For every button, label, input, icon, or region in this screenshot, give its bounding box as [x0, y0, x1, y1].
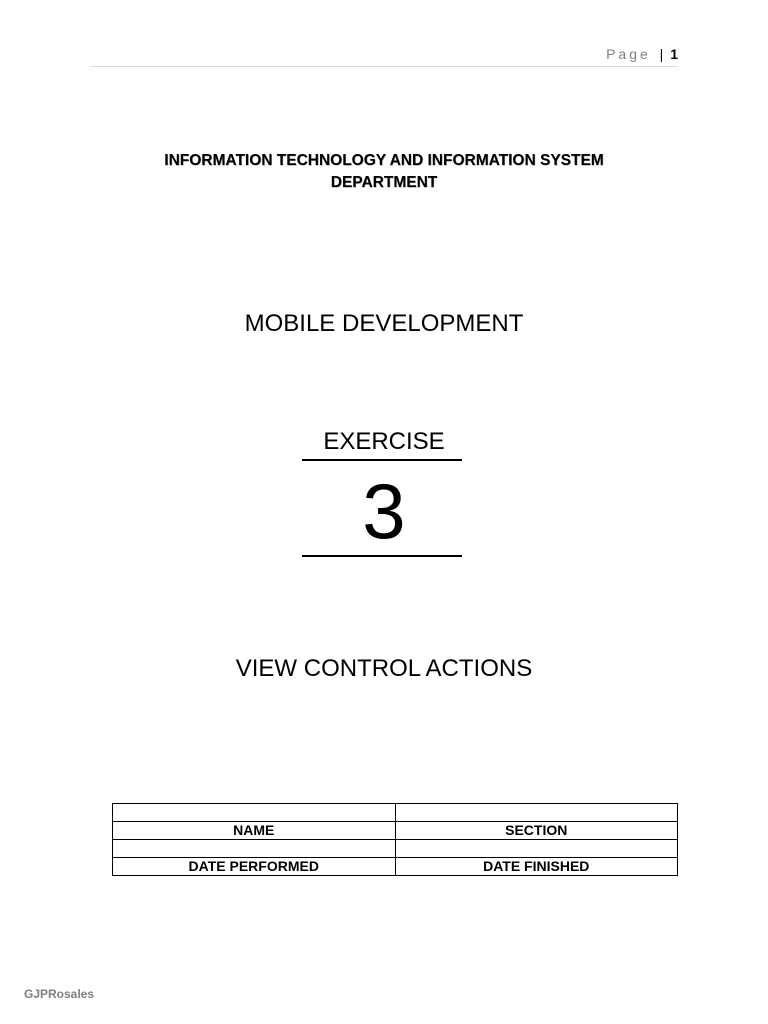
page-word: Page: [606, 46, 651, 62]
department-line-2: DEPARTMENT: [330, 174, 438, 191]
table-row: [113, 804, 678, 822]
name-label: NAME: [113, 822, 396, 840]
section-value-cell[interactable]: [395, 804, 678, 822]
date-finished-label: DATE FINISHED: [395, 858, 678, 876]
footer-author: GJPRosales: [24, 987, 95, 1001]
exercise-label: EXERCISE: [323, 428, 445, 455]
page-header: [606, 46, 678, 62]
exercise-bottom-rule: [302, 555, 462, 557]
page-separator: |: [659, 46, 664, 62]
exercise-number: 3: [362, 467, 406, 555]
exercise-top-rule: [302, 459, 462, 461]
department-title: [0, 150, 768, 194]
section-label: SECTION: [395, 822, 678, 840]
table-row: [113, 840, 678, 858]
course-title: MOBILE DEVELOPMENT: [244, 310, 524, 337]
table-row: [113, 822, 678, 840]
date-performed-label: DATE PERFORMED: [113, 858, 396, 876]
name-value-cell[interactable]: [113, 804, 396, 822]
student-info-table: [112, 803, 678, 876]
department-line-1: INFORMATION TECHNOLOGY AND INFORMATION SYSTEM: [164, 152, 604, 169]
header-rule: [90, 66, 678, 67]
topic-title: VIEW CONTROL ACTIONS: [235, 655, 533, 682]
table-row: [113, 858, 678, 876]
page-number: 1: [670, 46, 678, 62]
date-performed-value-cell[interactable]: [113, 840, 396, 858]
date-finished-value-cell[interactable]: [395, 840, 678, 858]
